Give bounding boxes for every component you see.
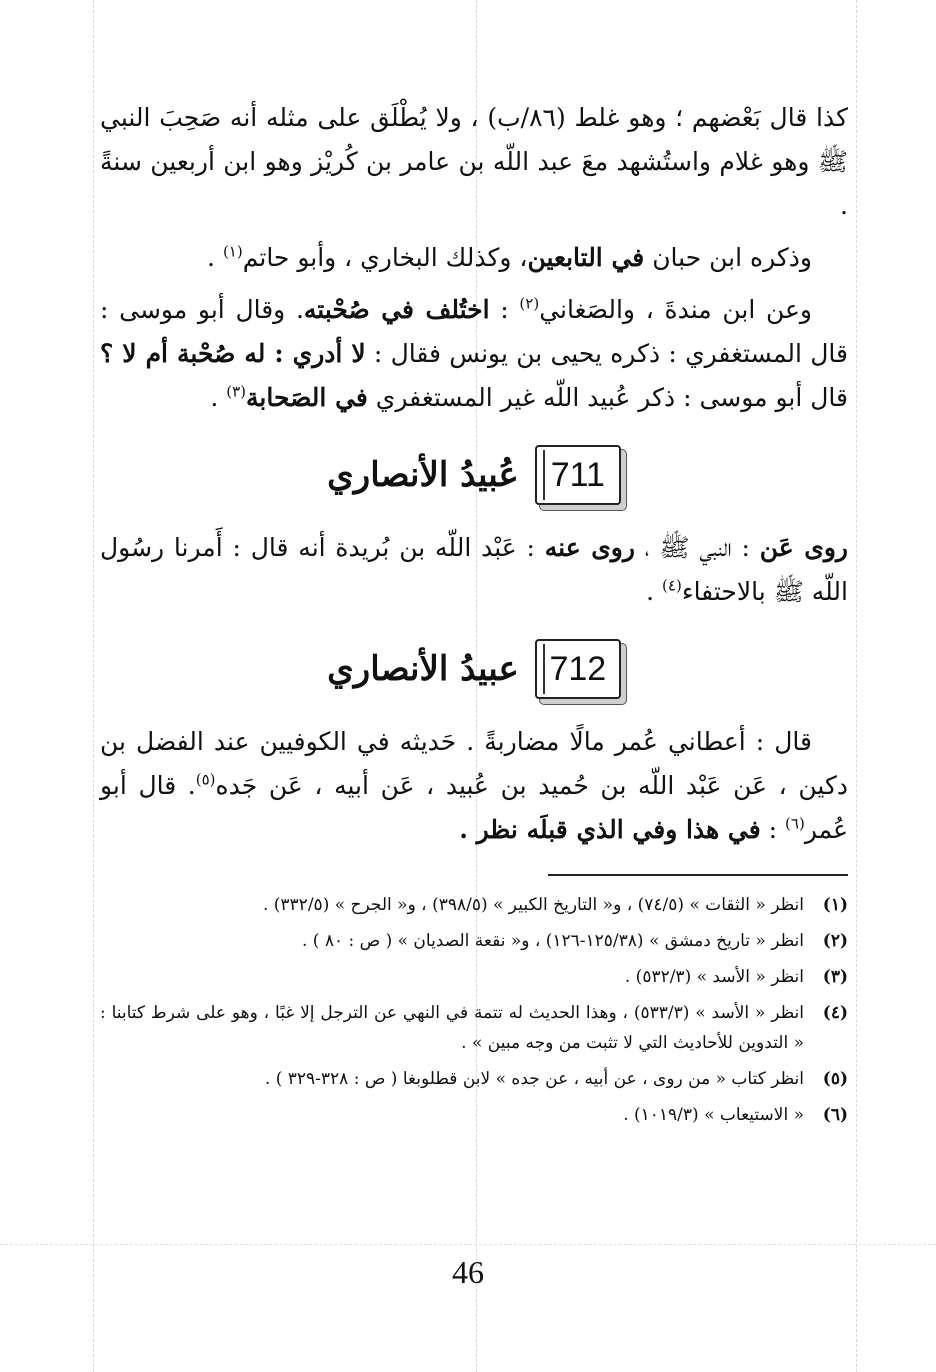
footnote-text: انظر « تاريخ دمشق » (١٢٥/٣٨-١٢٦) ، و« نقعة الصديان » ( ص : ٨٠ ) . <box>301 931 804 951</box>
entry-711-text-1: : النبي ﷺ ، <box>634 533 760 562</box>
entry-711-text-3: . <box>646 577 663 606</box>
tabieen-before: وذكره ابن حبان <box>644 243 812 272</box>
footnote-number: (٥) <box>822 1069 848 1089</box>
entry-712-bold-1: في هذا وفي الذي قبلَه نظر . <box>459 815 761 844</box>
margin-guide-left <box>93 0 94 1372</box>
continuation-text: كذا قال بَعْضهم ؛ وهو غلط (٨٦/ب) ، ولا يُطْلَق على مثله أنه صَحِبَ النبي ﷺ وهو غلام واستُشهد معَ عبد اللّه بن عامر بن كُريْز وهو ابن أربعين سنةً . <box>100 103 848 220</box>
entry-712-text-2: . قال أبو عُمر <box>100 771 848 844</box>
footnote-ref-1[interactable]: (١) <box>222 242 243 261</box>
footnote-item <box>100 1064 848 1094</box>
footnote-ref-5[interactable]: (٥) <box>195 770 216 789</box>
footnotes-list <box>100 890 848 1130</box>
page-body <box>100 96 848 1136</box>
footnote-text: انظر « الثقات » (٧٤/٥) ، و« التاريخ الكبير » (٣٩٨/٥) ، و« الجرح » (٣٣٢/٥) . <box>262 895 804 915</box>
entry-711-text-2: : عَبْد اللّه بن بُريدة أنه قال : أَمرنا رسُول اللّه ﷺ بالاحتفاء <box>100 533 848 606</box>
entry-711-number: 711 <box>550 455 605 494</box>
footnote-item <box>100 890 848 920</box>
tabieen-paragraph <box>100 236 848 280</box>
footnote-divider <box>548 874 848 876</box>
sahaba-bold-3: في الصَحابة <box>246 383 368 412</box>
footnote-number: (٦) <box>822 1105 848 1125</box>
sahaba-text-1: وعن ابن مندةَ ، والصَغاني <box>539 295 812 324</box>
entry-711-heading <box>100 440 848 510</box>
tabieen-bold: في التابعين <box>527 243 645 272</box>
margin-guide-bottom <box>0 1244 936 1245</box>
footnote-ref-6[interactable]: (٦) <box>785 814 805 833</box>
footnote-text: انظر « الأسد » (٥٣٢/٣) . <box>624 967 804 987</box>
footnote-number: (١) <box>822 895 848 915</box>
footnote-text: انظر كتاب « من روى ، عن أبيه ، عن جده » لابن قطلوبغا ( ص : ٣٢٨-٣٢٩ ) . <box>264 1069 804 1089</box>
entry-712-heading <box>100 634 848 704</box>
footnote-number: (٣) <box>822 967 848 987</box>
entry-711-body <box>100 526 848 614</box>
margin-guide-right <box>856 0 857 1372</box>
tabieen-after: ، وكذلك البخاري ، وأبو حاتم <box>242 243 528 272</box>
footnote-text: « الاستيعاب » (١٠١٩/٣) . <box>623 1105 804 1125</box>
footnote-ref-4[interactable]: (٤) <box>662 576 682 595</box>
entry-712-number-box <box>535 639 621 699</box>
footnote-item <box>100 926 848 956</box>
page-number: 46 <box>452 1254 484 1290</box>
footnote-item <box>100 998 848 1058</box>
footnote-number: (٢) <box>822 931 848 951</box>
continuation-paragraph <box>100 96 848 228</box>
entry-712-number: 712 <box>549 649 607 688</box>
entry-711-number-box <box>535 445 621 505</box>
footnote-item <box>100 962 848 992</box>
sahaba-text-4: قال أبو موسى : ذكر عُبيد اللّه غير المستغفري <box>367 383 848 412</box>
footnote-text: انظر « الأسد » (٥٣٣/٣) ، وهذا الحديث له تتمة في النهي عن الترجل إلا غبًا ، وهو على شرط كتابنا : « التدوين للأحاديث التي لا تثبت من وجه مبين » . <box>100 1003 804 1053</box>
footnote-ref-2[interactable]: (٢) <box>519 294 540 313</box>
footnote-number: (٤) <box>822 1003 848 1023</box>
entry-711-bold-2: روى عنه <box>544 533 635 562</box>
entry-711-bold-1: روى عَن <box>759 533 849 562</box>
entry-712-text-3: : <box>760 815 786 844</box>
sahaba-bold-1: اختُلف في صُحْبته <box>303 295 490 324</box>
sahaba-text-2: : <box>489 295 520 324</box>
tabieen-end: . <box>207 243 223 272</box>
sahaba-dispute-paragraph <box>100 288 848 420</box>
footnote-ref-3[interactable]: (٣) <box>226 382 246 401</box>
entry-712-body <box>100 720 848 852</box>
sahaba-text-3: . وقال أبو موسى : قال المستغفري : ذكره يحيى بن يونس فقال : <box>100 295 848 368</box>
sahaba-text-5: . <box>210 383 227 412</box>
sahaba-bold-2: لا أدري : له صُحْبة أم لا ؟ <box>100 339 366 368</box>
footnote-item <box>100 1100 848 1130</box>
entry-712-text-1: قال : أعطاني عُمر مالًا مضاربةً . حَديثه في الكوفيين عند الفضل بن دكين ، عَن عَبْد اللّه بن حُميد بن عُبيد ، عَن أبيه ، عَن جَده <box>100 727 848 800</box>
entry-712-name: عبيدُ الأنصاري <box>327 649 519 689</box>
entry-711-name: عُبيدُ الأنصاري <box>327 455 519 495</box>
